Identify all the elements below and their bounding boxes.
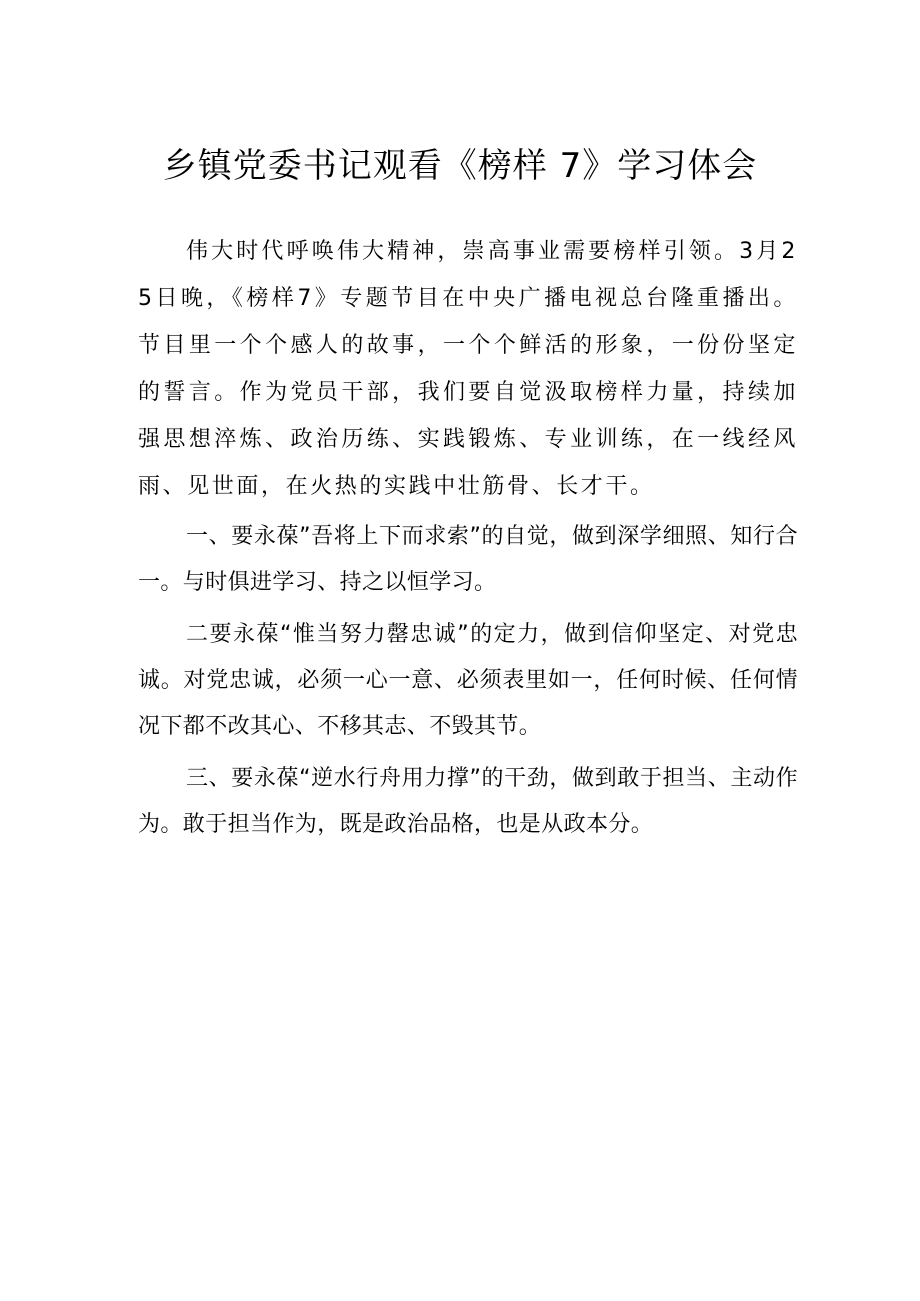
intro-paragraph: 伟大时代呼唤伟大精神，崇高事业需要榜样引领。3月25日晚，《榜样7》专题节目在中央广播电视总台隆重播出。节目里一个个感人的故事，一个个鲜活的形象，一份份坚定的誓言。作为党员干部，我们要自觉汲取榜样力量，持续加强思想淬炼、政治历练、实践锻炼、专业训练，在一线经风雨、见世面，在火热的实践中壮筋骨、长才干。 (138, 239, 798, 499)
document-body (138, 228, 798, 854)
document-title: 乡镇党委书记观看《榜样 7》学习体会 (162, 146, 758, 186)
point-three-paragraph: 三、要永葆“逆水行舟用力撑”的干劲，做到敢于担当、主动作为。敢于担当作为，既是政治品格，也是从政本分。 (138, 766, 798, 837)
point-two-paragraph: 二要永葆“惟当努力罄忠诚”的定力，做到信仰坚定、对党忠诚。对党忠诚，必须一心一意、必须表里如一，任何时候、任何情况下都不改其心、不移其志、不毁其节。 (138, 622, 798, 739)
point-one-paragraph: 一、要永葆”吾将上下而求索”的自觉，做到深学细照、知行合一。与时俱进学习、持之以恒学习。 (138, 524, 798, 595)
